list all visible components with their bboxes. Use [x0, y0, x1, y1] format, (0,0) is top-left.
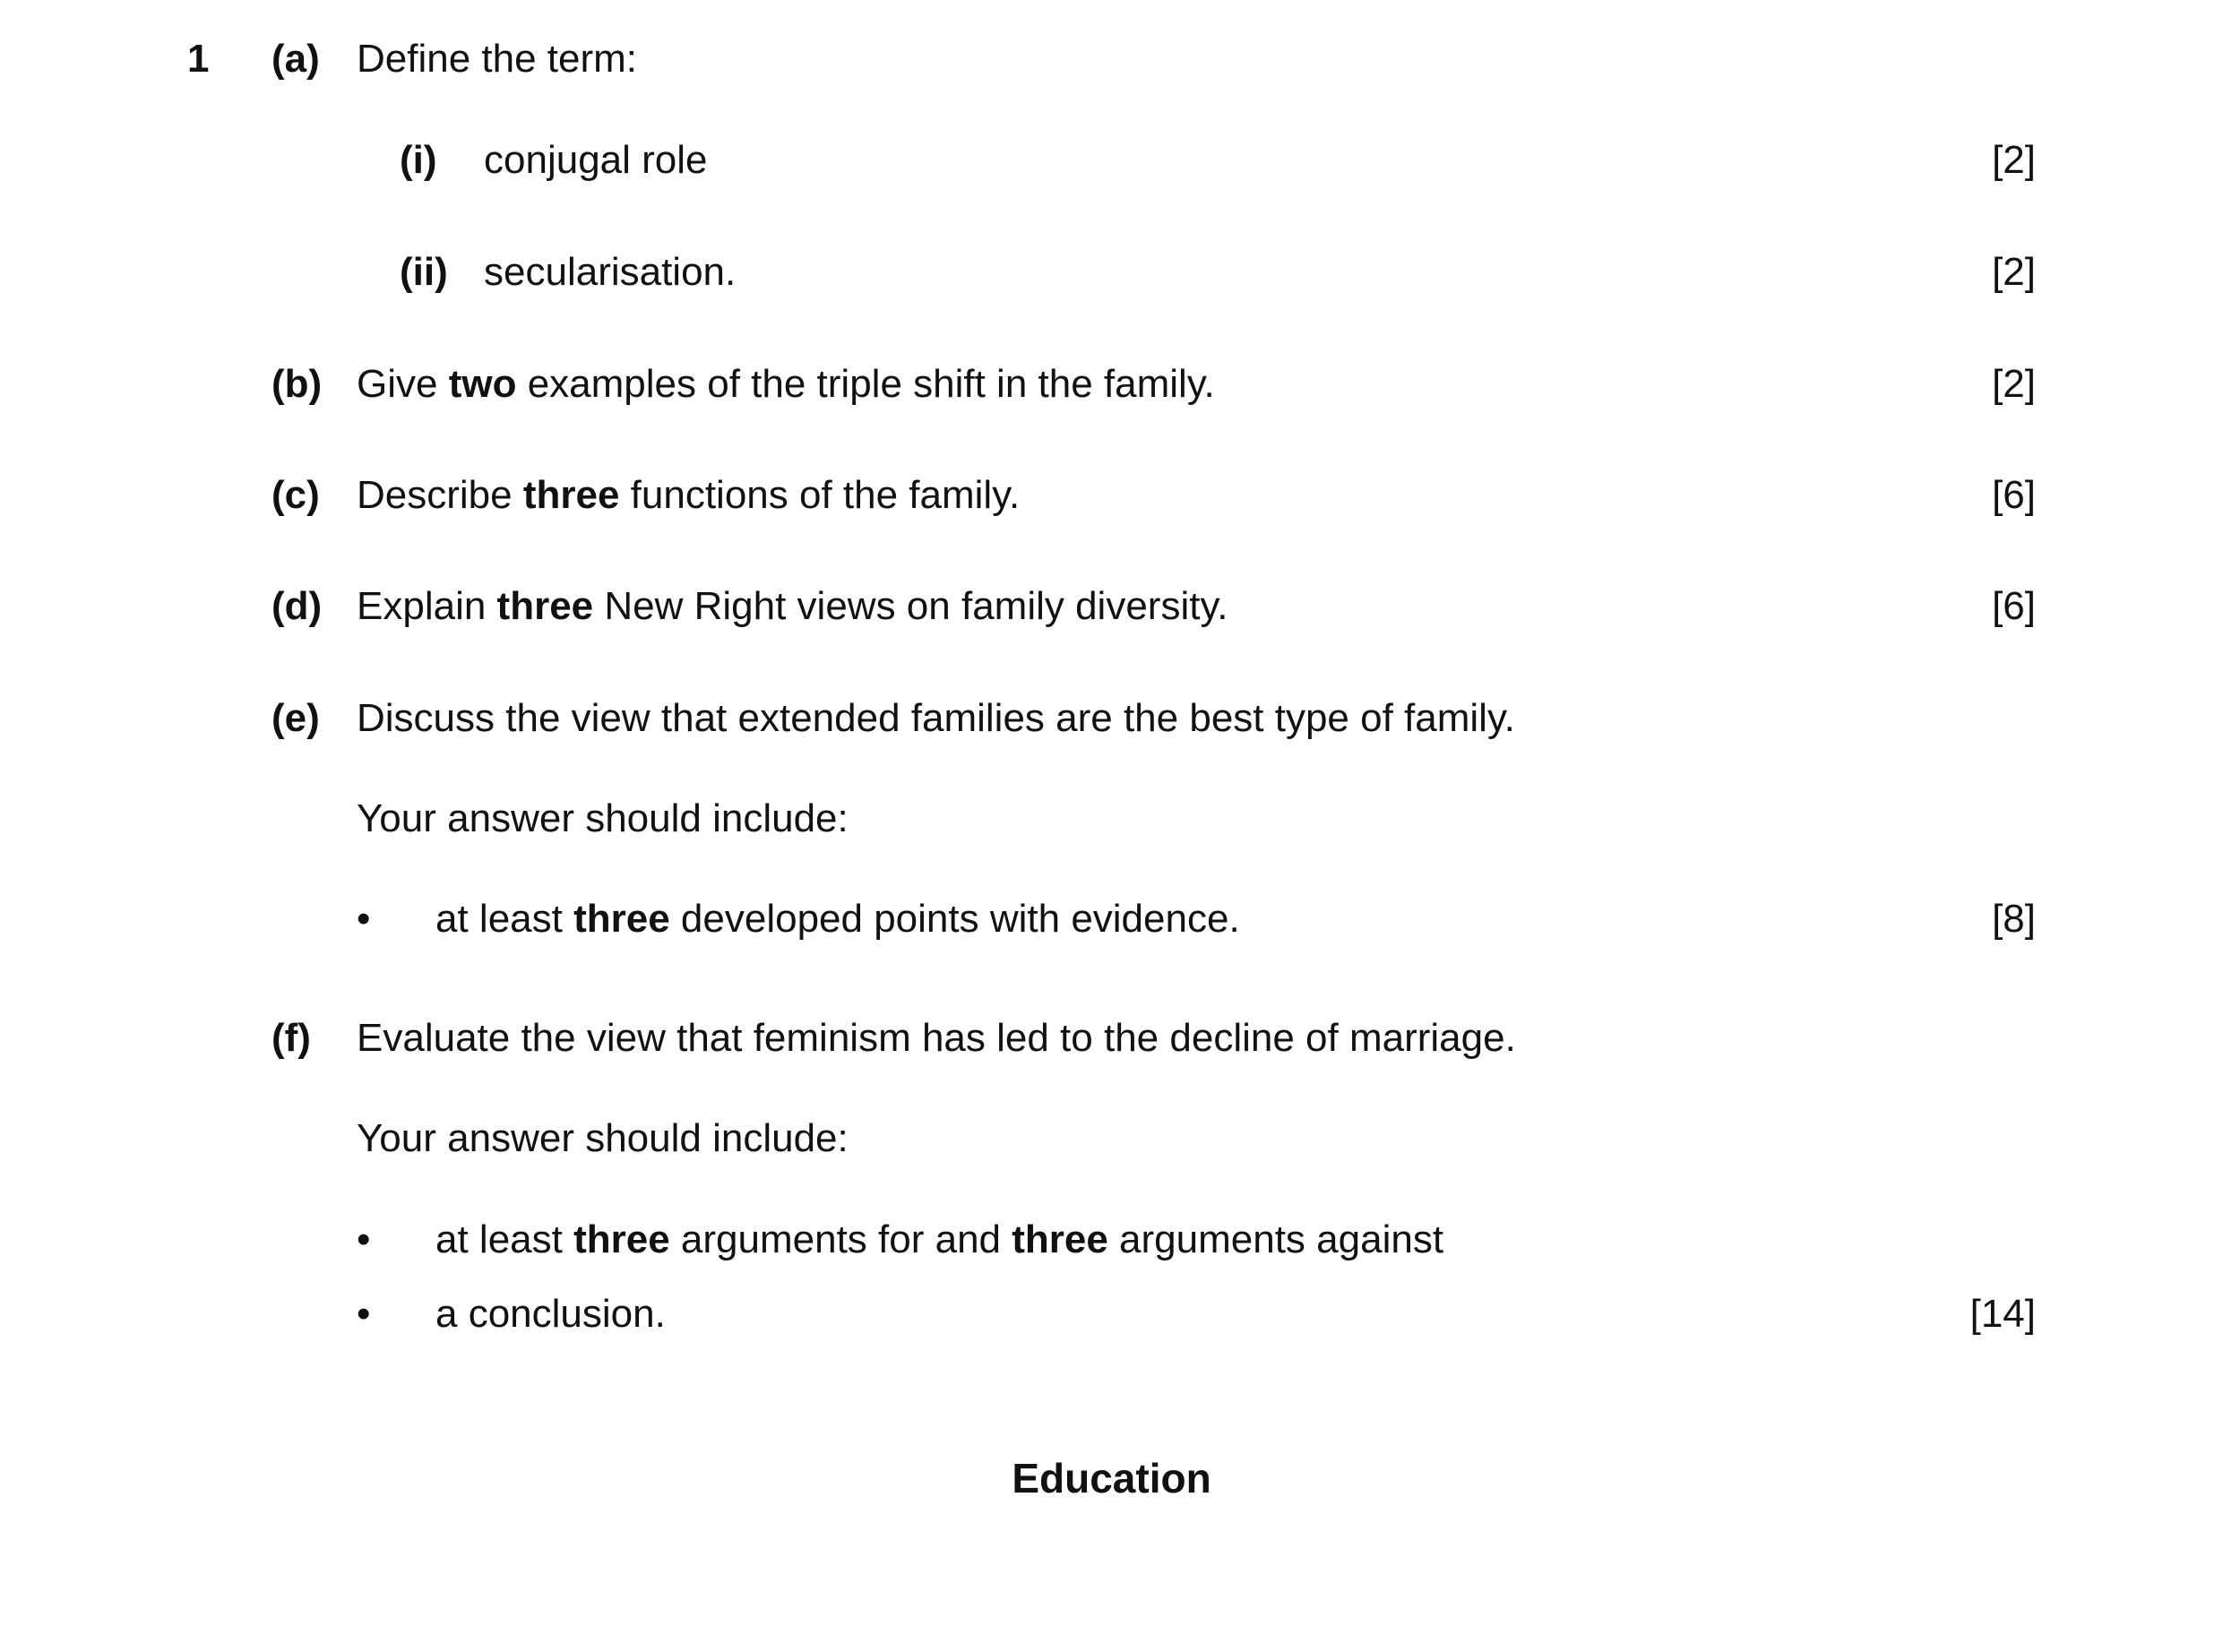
part-d-marks: [6] — [1992, 584, 2036, 628]
subpart-i-marks: [2] — [1992, 138, 2036, 182]
part-f-label: (f) — [271, 1016, 311, 1060]
part-d-text: Explain three New Right views on family diversity. — [357, 584, 1228, 628]
part-b-marks: [2] — [1992, 362, 2036, 406]
part-f-prompt: Evaluate the view that feminism has led to the decline of marriage. — [357, 1016, 1516, 1060]
part-f-bullet-2-text: a conclusion. — [435, 1292, 666, 1336]
subpart-ii-marks: [2] — [1992, 250, 2036, 294]
subpart-i-label: (i) — [400, 138, 437, 182]
question-number: 1 — [187, 37, 210, 81]
part-b-text: Give two examples of the triple shift in the family. — [357, 362, 1215, 406]
subpart-ii-text: secularisation. — [484, 250, 737, 294]
part-e-prompt: Discuss the view that extended families are the best type of family. — [357, 696, 1515, 740]
part-f-include-label: Your answer should include: — [357, 1116, 849, 1160]
part-f-bullet-1-marker: • — [357, 1217, 371, 1261]
part-a-label: (a) — [271, 37, 320, 81]
part-f-bullet-2-marker: • — [357, 1292, 371, 1336]
part-a-prompt: Define the term: — [357, 37, 638, 81]
part-c-marks: [6] — [1992, 473, 2036, 517]
section-heading-education: Education — [1012, 1455, 1211, 1501]
part-d-label: (d) — [271, 584, 323, 628]
part-b-label: (b) — [271, 362, 323, 406]
part-e-bullet-1-marker: • — [357, 897, 371, 941]
subpart-ii-label: (ii) — [400, 250, 448, 294]
part-c-label: (c) — [271, 473, 320, 517]
part-f-marks: [14] — [1969, 1292, 2036, 1336]
part-e-marks: [8] — [1992, 897, 2036, 941]
part-f-bullet-1-text: at least three arguments for and three arguments against — [435, 1217, 1444, 1261]
part-e-bullet-1-text: at least three developed points with evidence. — [435, 897, 1240, 941]
part-e-include-label: Your answer should include: — [357, 796, 849, 840]
subpart-i-text: conjugal role — [484, 138, 708, 182]
part-c-text: Describe three functions of the family. — [357, 473, 1021, 517]
part-e-label: (e) — [271, 696, 320, 740]
